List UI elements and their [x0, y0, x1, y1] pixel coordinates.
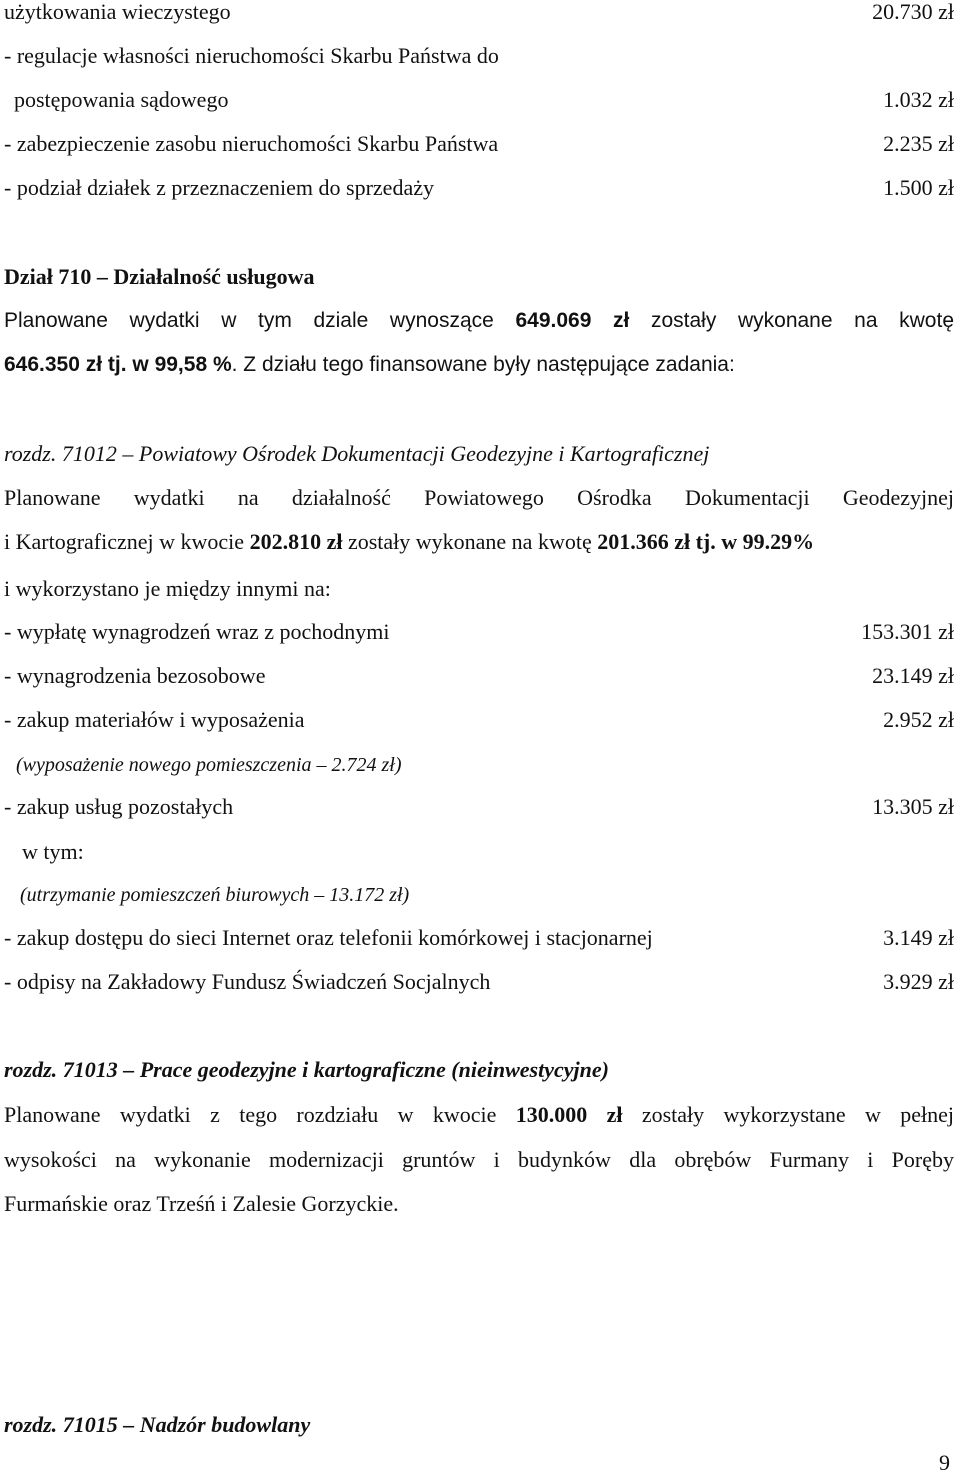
- paragraph-line: i wykorzystano je między innymi na:: [4, 576, 331, 601]
- list-item: [4, 0, 954, 27]
- item-label: - regulacje własności nieruchomości Skarbu Państwa do: [4, 43, 499, 68]
- item-label: - wynagrodzenia bezosobowe: [4, 663, 266, 688]
- item-label: - wypłatę wynagrodzeń wraz z pochodnymi: [4, 619, 390, 644]
- list-item: [4, 705, 954, 735]
- list-item: [4, 173, 954, 203]
- item-label: - zakup materiałów i wyposażenia: [4, 707, 305, 732]
- amount-planned: 202.810 zł: [249, 529, 343, 554]
- paragraph-line: [4, 527, 954, 557]
- list-item: [4, 967, 954, 997]
- amount-executed: 201.366 zł tj. w 99.29%: [597, 529, 815, 554]
- item-amount: 3.929 zł: [883, 969, 954, 994]
- item-amount: 1.500 zł: [883, 175, 954, 200]
- item-amount: 1.032 zł: [883, 87, 954, 112]
- item-amount: 23.149 zł: [872, 663, 954, 688]
- chapter-heading: [4, 1410, 954, 1440]
- item-label: - odpisy na Zakładowy Fundusz Świadczeń Socjalnych: [4, 969, 491, 994]
- paragraph-line: [4, 350, 954, 380]
- amount-executed: 646.350 zł tj. w 99,58 %: [4, 353, 232, 376]
- text-span: zostały wykorzystane w pełnej: [641, 1102, 955, 1127]
- paragraph-line: Furmańskie oraz Trześń i Zalesie Gorzyckie.: [4, 1191, 399, 1216]
- item-amount: 2.235 zł: [883, 131, 954, 156]
- text-span: Planowane wydatki z tego rozdziału w kwocie: [4, 1102, 497, 1127]
- page-number: 9: [939, 1450, 950, 1475]
- text-span: i Kartograficznej w kwocie: [4, 529, 245, 554]
- list-item: [4, 129, 954, 159]
- chapter-prefix: rozdz.: [4, 441, 57, 466]
- paragraph-line: Planowane wydatki na działalność Powiatowego Ośrodka Dokumentacji Geodezyjnej: [4, 485, 954, 510]
- item-amount: 2.952 zł: [883, 707, 954, 732]
- item-label: użytkowania wieczystego: [4, 0, 231, 24]
- chapter-heading: [4, 1055, 954, 1085]
- item-label: - zabezpieczenie zasobu nieruchomości Skarbu Państwa: [4, 131, 499, 156]
- item-label: - zakup usług pozostałych: [4, 794, 234, 819]
- amount-planned: 649.069 zł: [515, 309, 630, 332]
- list-item: [4, 661, 954, 691]
- chapter-prefix: rozdz.: [4, 1057, 58, 1082]
- item-label: - zakup dostępu do sieci Internet oraz telefonii komórkowej i stacjonarnej: [4, 925, 653, 950]
- sub-label: w tym:: [22, 839, 84, 864]
- chapter-heading: [4, 439, 954, 469]
- item-amount: 20.730 zł: [872, 0, 954, 24]
- item-amount: 153.301 zł: [861, 619, 954, 644]
- item-label: - podział działek z przeznaczeniem do sprzedaży: [4, 175, 434, 200]
- text-span: zostały wykonane na kwotę: [347, 529, 592, 554]
- item-amount: 3.149 zł: [883, 925, 954, 950]
- note: (wyposażenie nowego pomieszczenia – 2.724 zł): [16, 754, 402, 776]
- chapter-prefix: rozdz.: [4, 1412, 58, 1437]
- paragraph-line: [4, 1100, 954, 1130]
- chapter-title: 71013 – Prace geodezyjne i kartograficzne (nieinwestycyjne): [62, 1057, 609, 1082]
- list-item: [4, 792, 954, 822]
- section-heading: Dział 710 – Działalność usługowa: [4, 264, 315, 289]
- list-item: [14, 85, 954, 115]
- item-label: postępowania sądowego: [14, 87, 229, 112]
- paragraph-line: [4, 306, 954, 336]
- paragraph-line: wysokości na wykonanie modernizacji gruntów i budynków dla obrębów Furmany i Poręby: [4, 1147, 954, 1172]
- list-item: [4, 617, 954, 647]
- list-item: [4, 41, 954, 71]
- text-span: . Z działu tego finansowane były następujące zadania:: [231, 353, 735, 376]
- text-span: Planowane wydatki w tym dziale wynoszące: [4, 309, 494, 332]
- list-item: [4, 923, 954, 953]
- note: (utrzymanie pomieszczeń biurowych – 13.172 zł): [20, 884, 410, 906]
- item-amount: 13.305 zł: [872, 794, 954, 819]
- chapter-title: 71015 – Nadzór budowlany: [62, 1412, 311, 1437]
- amount-planned: 130.000 zł: [515, 1102, 623, 1127]
- text-span: zostały wykonane na kwotę: [650, 309, 955, 332]
- chapter-title: 71012 – Powiatowy Ośrodek Dokumentacji Geodezyjne i Kartograficznej: [61, 441, 710, 466]
